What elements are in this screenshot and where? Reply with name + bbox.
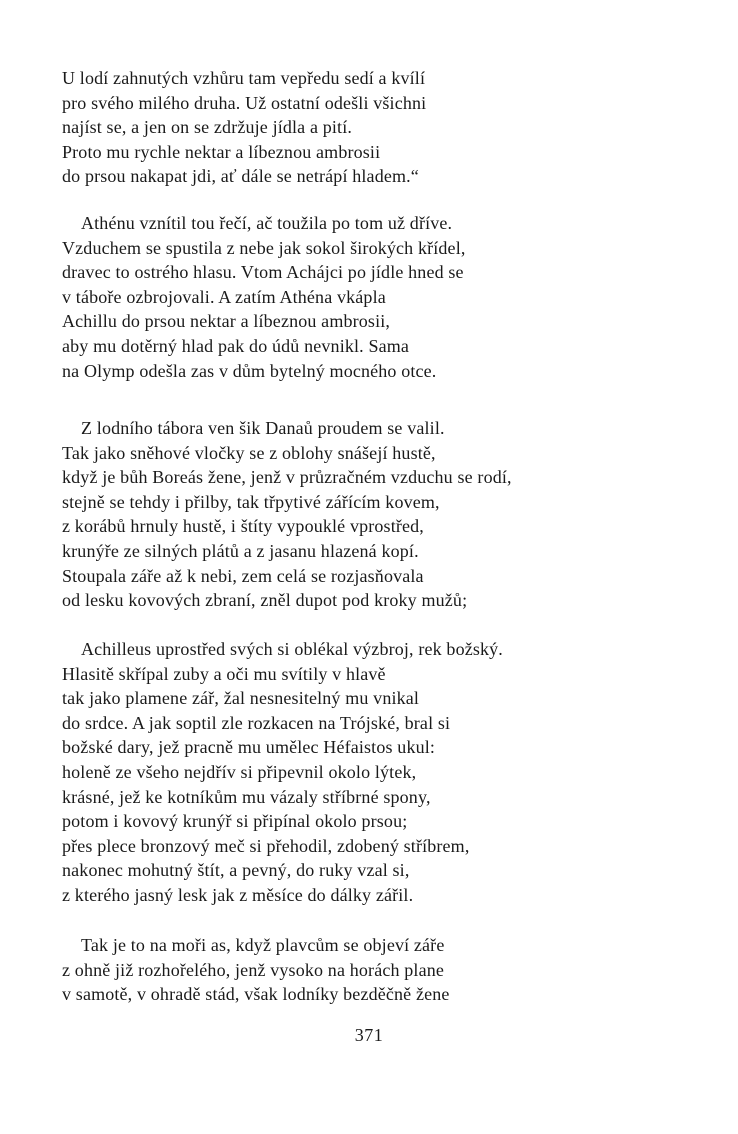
verse-line: z ohně již rozhořelého, jenž vysoko na horách plane xyxy=(62,959,445,980)
stanza xyxy=(62,416,662,613)
verse-line: stejně se tehdy i přilby, tak třpytivé zářícím kovem, xyxy=(62,491,440,512)
verse-line: Stoupala záře až k nebi, zem celá se rozjasňovala xyxy=(62,565,424,586)
verse-line: krásné, jež ke kotníkům mu vázaly stříbrné spony, xyxy=(62,786,431,807)
verse-line: aby mu dotěrný hlad pak do údů nevnikl. Sama xyxy=(62,335,410,356)
verse-line: nakonec mohutný štít, a pevný, do ruky vzal si, xyxy=(62,860,410,881)
verse-line: přes plece bronzový meč si přehodil, zdobený stříbrem, xyxy=(62,835,470,856)
verse-line: do prsou nakapat jdi, ať dále se netrápí hladem.“ xyxy=(62,166,419,187)
stanza xyxy=(62,933,662,1007)
verse-line: dravec to ostrého hlasu. Vtom Achájci po jídle hned se xyxy=(62,262,464,283)
verse-line: U lodí zahnutých vzhůru tam vepředu sedí a kvílí xyxy=(62,68,426,88)
verse-line: Tak jako sněhové vločky se z oblohy snášejí hustě, xyxy=(62,442,436,463)
verse-line: do srdce. A jak soptil zle rozkacen na Trójské, bral si xyxy=(62,712,451,733)
verse-line: na Olymp odešla zas v dům bytelný mocného otce. xyxy=(62,360,437,381)
verse-line: holeně ze všeho nejdřív si připevnil okolo lýtek, xyxy=(62,761,417,782)
verse-line: najíst se, a jen on se zdržuje jídla a pití. xyxy=(62,117,353,138)
verse-line: v samotě, v ohradě stád, však lodníky bezděčně žene xyxy=(62,984,450,1005)
verse-line: v táboře ozbrojovali. A zatím Athéna vkápla xyxy=(62,286,386,307)
verse-line: když je bůh Boreás žene, jenž v průzračném vzduchu se rodí, xyxy=(62,467,512,488)
page-number: 371 xyxy=(354,1025,384,1045)
verse-line: božské dary, jež pracně mu umělec Héfaistos ukul: xyxy=(62,737,436,758)
verse-line: potom i kovový krunýř si připínal okolo prsou; xyxy=(62,811,408,832)
verse-line: pro svého milého druha. Už ostatní odešli všichni xyxy=(62,92,427,113)
stanza xyxy=(62,637,662,908)
verse-line: Vzduchem se spustila z nebe jak sokol širokých křídel, xyxy=(62,237,466,258)
verse-line: Hlasitě skřípal zuby a oči mu svítily v hlavě xyxy=(62,663,386,684)
stanza xyxy=(62,211,662,383)
verse-line: krunýře ze silných plátů a z jasanu hlazená kopí. xyxy=(62,540,419,561)
verse-line: Achilleus uprostřed svých si oblékal výzbroj, rek božský. xyxy=(81,639,503,659)
verse-line: z korábů hrnuly hustě, i štíty vypouklé vprostřed, xyxy=(62,516,424,537)
verse-line: z kterého jasný lesk jak z měsíce do dálky zářil. xyxy=(62,884,414,905)
verse-line: tak jako plamene zář, žal nesnesitelný mu vnikal xyxy=(62,688,420,709)
verse-line: od lesku kovových zbraní, zněl dupot pod kroky mužů; xyxy=(62,590,468,611)
verse-line: Athénu vznítil tou řečí, ač toužila po tom už dříve. xyxy=(81,213,453,233)
verse-line: Achillu do prsou nektar a líbeznou ambrosii, xyxy=(62,311,391,332)
verse-line: Z lodního tábora ven šik Danaů proudem se valil. xyxy=(81,418,445,438)
stanza xyxy=(62,66,662,189)
verse-line: Proto mu rychle nektar a líbeznou ambrosii xyxy=(62,141,381,162)
verse-line: Tak je to na moři as, když plavcům se objeví záře xyxy=(81,935,445,955)
